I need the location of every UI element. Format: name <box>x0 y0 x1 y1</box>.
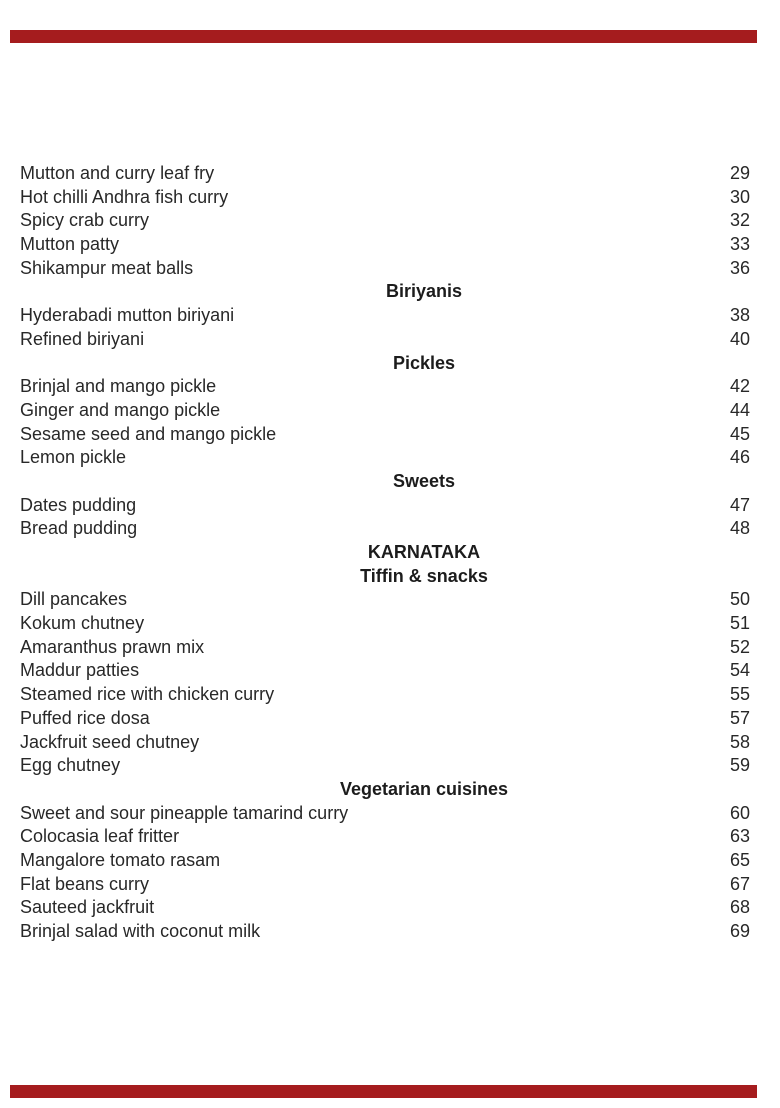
toc-item-label: Mutton patty <box>20 234 120 255</box>
toc-item-row <box>20 636 750 660</box>
toc-item-label: Hot chilli Andhra fish curry <box>20 186 229 207</box>
toc-item-row <box>20 754 750 778</box>
toc-item-page-number: 63 <box>729 826 750 847</box>
toc-item-row <box>20 517 750 541</box>
toc-item-page-number: 52 <box>729 636 750 657</box>
toc-item-label: Lemon pickle <box>20 447 127 468</box>
bottom-accent-bar <box>10 1085 757 1098</box>
toc-item-page-number: 55 <box>729 684 750 705</box>
toc-item-page-number: 46 <box>729 447 750 468</box>
toc-item-label: Spicy crab curry <box>20 210 150 231</box>
toc-item-page-number: 69 <box>729 921 750 941</box>
section-heading: KARNATAKA <box>367 542 481 562</box>
toc-item-page-number: 42 <box>729 376 750 397</box>
toc-item-page-number: 47 <box>729 494 750 515</box>
toc-item-label: Mutton and curry leaf fry <box>20 163 215 183</box>
toc-item-row <box>20 873 750 897</box>
toc-item-page-number: 59 <box>729 755 750 776</box>
toc-item-label: Amaranthus prawn mix <box>20 636 205 657</box>
toc-item-row <box>20 659 750 683</box>
toc-item-label: Ginger and mango pickle <box>20 399 221 420</box>
toc-item-page-number: 32 <box>729 210 750 231</box>
toc-item-row <box>20 423 750 447</box>
toc-item-row <box>20 920 750 944</box>
toc-item-label: Hyderabadi mutton biriyani <box>20 305 235 326</box>
toc-item-page-number: 29 <box>729 163 750 183</box>
toc-item-label: Refined biriyani <box>20 328 145 349</box>
toc-item-row <box>20 731 750 755</box>
toc-item-page-number: 38 <box>729 305 750 326</box>
toc-item-label: Dill pancakes <box>20 589 128 610</box>
toc-item-page-number: 48 <box>729 518 750 539</box>
toc-item-page-number: 60 <box>729 802 750 823</box>
section-heading: Biriyanis <box>385 281 463 302</box>
toc-item-label: Bread pudding <box>20 518 138 539</box>
toc-item-row <box>20 612 750 636</box>
toc-item-page-number: 51 <box>729 613 750 634</box>
toc-item-page-number: 40 <box>729 328 750 349</box>
toc-item-label: Steamed rice with chicken curry <box>20 684 275 705</box>
toc-item-page-number: 33 <box>729 234 750 255</box>
toc-item-row <box>20 162 750 186</box>
toc-item-label: Sesame seed and mango pickle <box>20 423 277 444</box>
toc-item-row <box>20 209 750 233</box>
toc-item-page-number: 44 <box>729 399 750 420</box>
toc-item-page-number: 30 <box>729 186 750 207</box>
toc-item-row <box>20 375 750 399</box>
toc-item-page-number: 67 <box>729 873 750 894</box>
toc-item-label: Maddur patties <box>20 660 140 681</box>
toc-item-label: Egg chutney <box>20 755 121 776</box>
toc-item-row <box>20 399 750 423</box>
section-heading: Sweets <box>392 470 456 491</box>
toc-item-row <box>20 328 750 352</box>
toc-item-label: Sweet and sour pineapple tamarind curry <box>20 802 349 823</box>
toc-item-page-number: 58 <box>729 731 750 752</box>
toc-item-label: Dates pudding <box>20 494 137 515</box>
top-accent-bar <box>10 30 757 43</box>
toc-item-label: Kokum chutney <box>20 613 145 634</box>
section-heading: Tiffin & snacks <box>360 565 488 586</box>
toc-item-row <box>20 257 750 281</box>
table-of-contents <box>20 162 750 944</box>
section-heading: Vegetarian cuisines <box>339 778 509 799</box>
toc-item-row <box>20 707 750 731</box>
toc-item-page-number: 68 <box>729 897 750 918</box>
toc-item-page-number: 45 <box>729 423 750 444</box>
toc-item-page-number: 54 <box>729 660 750 681</box>
toc-item-label: Brinjal and mango pickle <box>20 376 217 397</box>
toc-item-row <box>20 304 750 328</box>
toc-item-label: Brinjal salad with coconut milk <box>20 921 261 941</box>
toc-item-label: Colocasia leaf fritter <box>20 826 180 847</box>
toc-item-page-number: 57 <box>729 707 750 728</box>
toc-item-page-number: 50 <box>729 589 750 610</box>
toc-item-row <box>20 683 750 707</box>
toc-item-row <box>20 588 750 612</box>
section-heading: Pickles <box>392 352 456 373</box>
toc-item-label: Puffed rice dosa <box>20 707 150 728</box>
toc-item-row <box>20 186 750 210</box>
toc-item-page-number: 36 <box>729 257 750 278</box>
toc-item-label: Jackfruit seed chutney <box>20 731 200 752</box>
toc-item-row <box>20 802 750 826</box>
toc-item-label: Shikampur meat balls <box>20 257 194 278</box>
toc-item-label: Sauteed jackfruit <box>20 897 155 918</box>
toc-item-label: Flat beans curry <box>20 873 150 894</box>
toc-item-row <box>20 494 750 518</box>
toc-item-row <box>20 233 750 257</box>
toc-item-row <box>20 849 750 873</box>
toc-item-row <box>20 446 750 470</box>
toc-item-label: Mangalore tomato rasam <box>20 849 221 870</box>
toc-item-page-number: 65 <box>729 849 750 870</box>
toc-item-row <box>20 896 750 920</box>
toc-item-row <box>20 825 750 849</box>
